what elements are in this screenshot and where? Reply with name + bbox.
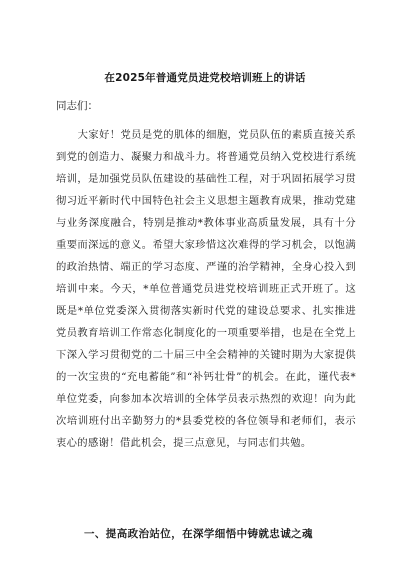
section-heading: 一、提高政治站位，在深学细悟中铸就忠诚之魂: [84, 528, 313, 540]
document-title: 在2025年普通党员进党校培训班上的讲话: [104, 72, 306, 84]
body-paragraph: 大家好！党员是党的肌体的细胞，党员队伍的素质直接关系到党的创造力、凝聚力和战斗力。将普通党员纳入党校进行系统培训，是加强党员队伍建设的基础性工程，对于巩固拓展学习贯彻习近平新时代中国特色社会主义思想主题教育成果，推动党建与业务深度融合，特别是推动*教体事业高质量发展，具有十分重要而深远的意义。希望大家珍惜这次难得的学习机会，以饱满的政治热情、端正的学习态度、严谨的治学精神，全身心投入到培训中来。今天，*单位普通党员进党校培训班正式开班了。这既是*单位党委深入贯彻落实新时代党的建设总要求、扎实推进党员教育培训工作常态化制度化的一项重要举措，也是在全党上下深入学习贯彻党的二十届三中全会精神的关键时期为大家提供的一次宝贵的“充电蓄能”和“补钙壮骨”的机会。在此，谨代表*单位党委，向参加本次培训的全体学员表示热烈的欢迎！向为此次培训班付出辛勤努力的*县委党校的各位领导和老师们，表示衷心的感谢！借此机会，提三点意见，与同志们共勉。: [56, 129, 356, 449]
salutation: 同志们：: [56, 100, 98, 112]
